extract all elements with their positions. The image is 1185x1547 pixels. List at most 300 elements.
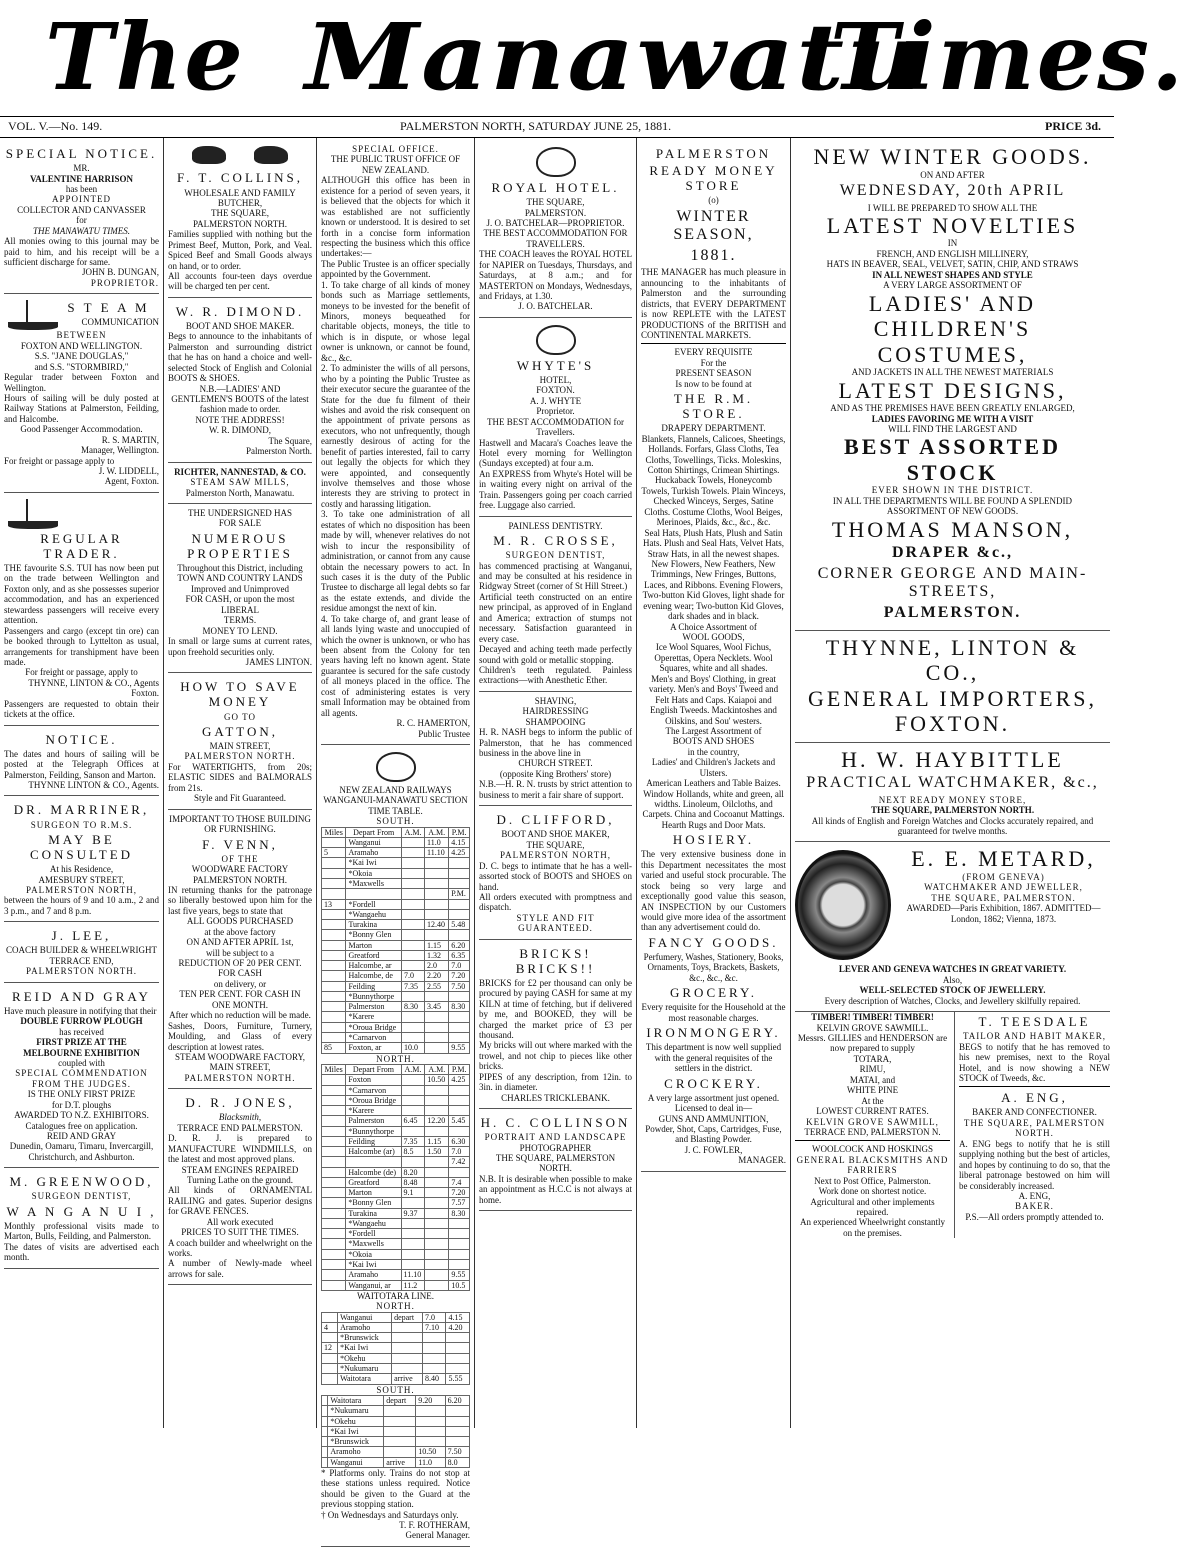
- timetable-cell: 12.40: [425, 920, 449, 930]
- ad-text: A coach builder and wheelwright on the works.: [168, 1237, 312, 1259]
- timetable-cell: *Bunnythorpe: [346, 1126, 401, 1136]
- timetable-cell: Palmerston: [346, 1002, 402, 1012]
- timetable-cell: [392, 1343, 423, 1353]
- timetable-cell: [322, 1208, 346, 1218]
- timetable-cell: *Bunnythorpe: [346, 991, 402, 1001]
- timetable-cell: [322, 1095, 346, 1105]
- timetable-row: [322, 909, 470, 919]
- timetable-cell: [449, 858, 470, 868]
- ad-text: All work executed: [206, 1216, 274, 1227]
- timetable-cell: [392, 1353, 423, 1363]
- ad-text: NORTH.: [376, 1301, 415, 1312]
- ad-heading: J. LEE,: [51, 928, 112, 944]
- ad-text: THYNNE, LINTON & CO., Agents Foxton.: [28, 677, 159, 699]
- timetable-row: [322, 950, 470, 960]
- ad-jones: [168, 1089, 312, 1285]
- timetable-row: [322, 1177, 470, 1187]
- timetable-cell: 8.5: [401, 1147, 425, 1157]
- ad-text: REID AND GRAY: [46, 1131, 117, 1142]
- ad-text: RIMU,: [859, 1064, 886, 1075]
- ad-royal-hotel: [479, 140, 632, 318]
- ad-text: After which no reduction will be made.: [169, 1010, 311, 1021]
- timetable-cell: 2.55: [425, 981, 449, 991]
- ad-text: LADIES FAVORING ME WITH A VISIT: [871, 413, 1034, 424]
- ad-text: A. ENG begs to notify that he is still supplying nothing but the best of articles, and hopes by continuing to do so, that the liberal patronage bestowed on him will be considerably increased.: [959, 1138, 1110, 1191]
- ad-crosse: [479, 517, 632, 692]
- timetable-cell: [402, 1033, 425, 1043]
- ad-text: FRENCH, AND ENGLISH MILLINERY,: [876, 248, 1029, 259]
- timetable-row: [322, 899, 470, 909]
- timetable-cell: [401, 1260, 425, 1270]
- timetable-cell: [401, 1075, 425, 1085]
- ad-text: An experienced Wheelwright constantly on the premises.: [799, 1217, 946, 1238]
- timetable-cell: P.M.: [449, 889, 470, 899]
- ad-text: The very extensive business done in this Department necessitates the most varied and useful stock procurable. The stock being so very large and exceptionally good value this season, AN INSPECTION by our Customers would give more idea of the assortment than any advertisement could do.: [641, 849, 786, 933]
- ad-text: MANAGER.: [738, 1155, 786, 1166]
- timetable-cell: 11.10: [401, 1270, 425, 1280]
- timetable-cell: *Carnarvon: [346, 1033, 402, 1043]
- timetable-cell: 4: [322, 1322, 338, 1332]
- ad-text: AND AS THE PREMISES HAVE BEEN GREATLY ENLARGED,: [830, 403, 1075, 414]
- timetable-cell: 8.30: [402, 1002, 425, 1012]
- timetable-cell: [449, 1229, 470, 1239]
- timetable-row: [322, 1033, 470, 1043]
- timetable-cell: 11.0: [425, 837, 449, 847]
- timetable-cell: Aramaho: [346, 848, 402, 858]
- timetable-cell: Turakina: [346, 1208, 401, 1218]
- ad-text: IN: [947, 238, 958, 249]
- timetable-cell: Wanganui: [328, 1457, 384, 1467]
- ad-text: THE BEST ACCOMMODATION for Travellers.: [486, 416, 625, 438]
- timetable-cell: [425, 899, 449, 909]
- ad-text: Palmerston North.: [246, 446, 312, 457]
- royal-crest-icon: [376, 752, 416, 782]
- ad-text: Passengers and cargo (except tin ore) can be booked through to Lyttelton as usual, arrangements for transhipment have been made.: [4, 625, 159, 667]
- ad-text: GUNS AND AMMUNITION,: [658, 1113, 769, 1124]
- timetable-cell: [425, 879, 449, 889]
- timetable-cell: 7.20: [449, 971, 470, 981]
- ad-text: APPOINTED: [51, 194, 111, 205]
- timetable-row: [322, 1218, 470, 1228]
- timetable-cell: *Nukumaru: [328, 1406, 384, 1416]
- timetable-cell: arrive: [384, 1457, 416, 1467]
- ad-text: STEAM ENGINES REPAIRED: [181, 1164, 299, 1175]
- place-date: PALMERSTON NORTH, SATURDAY JUNE 25, 1881.: [400, 119, 672, 133]
- timetable-row: [322, 1167, 470, 1177]
- masthead-manawatu: Manawatu: [305, 3, 924, 111]
- ad-text: W. R. DIMOND,: [209, 425, 271, 436]
- timetable-cell: [425, 1157, 449, 1167]
- timetable-cell: [322, 1167, 346, 1177]
- timetable-cell: [401, 1085, 425, 1095]
- ad-text: has received: [59, 1026, 104, 1037]
- ad-text: Style and Fit Guaranteed.: [194, 793, 286, 804]
- timetable-cell: 7.20: [449, 1188, 470, 1198]
- timetable-cell: 1.50: [425, 1147, 449, 1157]
- ad-text: MAIN STREET,: [209, 1062, 271, 1073]
- ad-text: PAINLESS DENTISTRY.: [508, 520, 603, 531]
- ad-text: FOXTON AND WELLINGTON.: [20, 340, 143, 351]
- timetable-cell: [402, 950, 425, 960]
- timetable-cell: 6.20: [449, 940, 470, 950]
- timetable-cell: 4.25: [449, 848, 470, 858]
- timetable-cell: [425, 1188, 449, 1198]
- timetable-cell: [402, 837, 425, 847]
- timetable-row: [322, 1157, 470, 1167]
- ad-text: J. C. FOWLER,: [684, 1144, 743, 1155]
- timetable-cell: 9.20: [416, 1395, 445, 1405]
- timetable-cell: *Kai Iwi: [338, 1343, 392, 1353]
- timetable-cell: Marton: [346, 1188, 401, 1198]
- timetable-cell: [425, 1249, 449, 1259]
- timetable-cell: [445, 1437, 469, 1447]
- ad-text: THE SQUARE,: [526, 197, 585, 208]
- ad-text: For freight or passage, apply to: [25, 667, 138, 678]
- timetable-cell: [425, 1218, 449, 1228]
- timetable-cell: [449, 1167, 470, 1177]
- timetable-cell: [446, 1343, 470, 1353]
- ad-thynne-linton: [795, 631, 1110, 743]
- timetable-cell: depart: [384, 1395, 416, 1405]
- timetable-row: [322, 1229, 470, 1239]
- ad-text: LOWEST CURRENT RATES.: [816, 1106, 929, 1117]
- ad-text: Have much pleasure in notifying that their: [4, 1005, 157, 1016]
- ad-metard: [795, 842, 1110, 1012]
- ad-text: P.S.—All orders promptly attended to.: [965, 1211, 1104, 1222]
- dateline: [0, 116, 1114, 138]
- ad-text: Artificial teeth constructed on an entire new principal, as approved of in England and America; extraction of stumps not necessary. Satisfaction guaranteed in every case.: [479, 591, 632, 644]
- ad-text: IN ALL THE DEPARTMENTS WILL BE FOUND A SPLENDID: [832, 495, 1073, 506]
- ad-text: WATCHMAKER AND JEWELLER,: [924, 882, 1083, 893]
- ad-text: THE SQUARE, PALMERSTON: [495, 1153, 616, 1164]
- ad-haybittle: [795, 743, 1110, 843]
- timetable-north: [321, 1064, 470, 1291]
- timetable-cell: [322, 1012, 346, 1022]
- ad-text: TAILOR AND HABIT MAKER,: [962, 1031, 1107, 1042]
- timetable-row: [322, 1085, 470, 1095]
- ad-text: coupled with: [58, 1057, 105, 1068]
- ad-text: and S.S. "STORMBIRD,": [34, 361, 129, 372]
- ad-text: PALMERSTON NORTH.: [26, 966, 137, 977]
- timetable-cell: 7.57: [449, 1198, 470, 1208]
- timetable-row: [322, 961, 470, 971]
- ad-text: BRICKS for £2 per thousand can only be procured by paying CASH for same at my KILN at time of fetching, but if delivered by me, and BOOKED, they will be charged the market price of £3 per thousand.: [479, 977, 632, 1041]
- ad-text: COMMUNICATION: [81, 317, 159, 328]
- ad-text: 4. To take charge of, and grant lease of all lands lying waste and unoccupied of which the owner is unknown, or who has been absent from the Colony for ten years having left no known agent. State guarantee is secured for the safe custody of all moneys placed in the office. The cost of administering estates is very small Information may be obtained from all agents.: [321, 613, 470, 718]
- ad-heading: GROCERY.: [670, 985, 757, 1001]
- ad-text: At the: [861, 1095, 884, 1106]
- timetable-row: [322, 1126, 470, 1136]
- timetable-cell: [425, 1177, 449, 1187]
- timetable-cell: [445, 1426, 469, 1436]
- timetable-cell: *Maxwells: [346, 1239, 401, 1249]
- timetable-cell: [446, 1333, 470, 1343]
- timetable-cell: [322, 1157, 346, 1167]
- ad-heading: E. E. METARD,: [911, 846, 1096, 872]
- ad-text: TOTARA,: [853, 1053, 892, 1064]
- ad-text: Improved and Unimproved: [191, 583, 289, 594]
- timetable-row: [322, 920, 470, 930]
- timetable-cell: *Okehu: [328, 1416, 384, 1426]
- ad-text: WHOLESALE AND FAMILY BUTCHER,: [184, 187, 296, 208]
- ad-text: FOR CASH: [218, 968, 262, 979]
- ad-heading: HOW TO SAVE MONEY: [180, 679, 300, 710]
- ad-text: AND JACKETS IN ALL THE NEWEST MATERIALS: [851, 367, 1054, 378]
- timetable-row: [322, 837, 470, 847]
- timetable-cell: Halcombe, de: [346, 971, 402, 981]
- ad-regular-trader: [4, 493, 159, 726]
- timetable-cell: [322, 1177, 346, 1187]
- ad-heading: DRAPER &c.,: [891, 544, 1014, 562]
- timetable-cell: 7.4: [449, 1177, 470, 1187]
- ad-heading: TIMBER! TIMBER! TIMBER!: [811, 1012, 934, 1023]
- ad-text: Licensed to deal in—: [674, 1103, 753, 1114]
- timetable-cell: [449, 899, 470, 909]
- timetable-cell: 9.55: [449, 1043, 470, 1053]
- ad-text: EVERY REQUISITE: [674, 347, 753, 358]
- timetable-cell: [322, 1085, 346, 1095]
- ad-text: N.B. It is desirable when possible to make an appointment as H.C.C is not always at home.: [479, 1173, 632, 1205]
- ad-special-notice: [4, 140, 159, 294]
- ad-text: WAITOTARA LINE.: [356, 1290, 435, 1301]
- timetable-cell: [322, 868, 346, 878]
- ad-text: TERRACE END,: [49, 955, 114, 966]
- timetable-row: [322, 1457, 470, 1467]
- ad-text: COACH BUILDER & WHEELWRIGHT: [6, 945, 157, 956]
- timetable-header-cell: A.M.: [425, 827, 449, 837]
- timetable-cell: Aramoho: [338, 1322, 392, 1332]
- volume-number: VOL. V.—No. 149.: [8, 119, 103, 133]
- ad-text: Messrs. GILLIES and HENDERSON are now prepared to supply: [797, 1033, 948, 1054]
- ad-heading: SPECIAL NOTICE.: [5, 146, 158, 161]
- timetable-cell: [425, 1229, 449, 1239]
- timetable-cell: [449, 1085, 470, 1095]
- timetable-cell: 8.0: [445, 1457, 469, 1467]
- timetable-cell: [401, 1106, 425, 1116]
- ad-collinson: [479, 1109, 632, 1211]
- timetable-header-cell: A.M.: [425, 1064, 449, 1074]
- timetable-cell: Wanganui: [346, 837, 402, 847]
- timetable-cell: *Bonny Glen: [346, 930, 402, 940]
- ship-icon: [8, 300, 58, 330]
- ad-text: IN returning thanks for the patronage so liberally bestowed upon him for the last five years, begs to state that: [168, 884, 312, 916]
- timetable-cell: *Kai Iwi: [346, 858, 402, 868]
- ad-text: All kinds of English and Foreign Watches and Clocks accurately repaired, and guaranteed for twelve months.: [811, 815, 1094, 836]
- timetable-cell: *Nukumaru: [338, 1364, 392, 1374]
- timetable-cell: [449, 909, 470, 919]
- ad-text: TIME TABLE.: [368, 805, 423, 816]
- timetable-cell: [322, 991, 346, 1001]
- royal-crest-icon: [536, 147, 576, 177]
- timetable-cell: [402, 899, 425, 909]
- ad-text: NORTH.: [539, 1163, 572, 1174]
- ad-heading: D. CLIFFORD,: [496, 812, 615, 828]
- ad-text: KELVIN GROVE SAWMILL.: [816, 1022, 929, 1033]
- timetable-cell: [322, 1229, 346, 1239]
- ad-text: For freight or passage apply to: [4, 455, 115, 466]
- timetable-cell: Waitotara: [328, 1395, 384, 1405]
- timetable-cell: [416, 1437, 445, 1447]
- ad-text: My bricks will out where marked with the trowel, and not chip to pieces like other bricks.: [479, 1040, 632, 1072]
- ad-heading: S T E A M: [67, 300, 150, 316]
- ad-heading: NEW WINTER GOODS.: [813, 144, 1092, 169]
- ad-text: (opposite King Brothers' store): [499, 768, 612, 779]
- timetable-cell: *Kai Iwi: [346, 1260, 401, 1270]
- timetable-cell: 5: [322, 848, 346, 858]
- ad-text: for D.T. ploughs: [51, 1099, 112, 1110]
- ad-text: SHAVING,: [534, 695, 577, 706]
- timetable-cell: [425, 858, 449, 868]
- ad-text: PALMERSTON NORTH,: [500, 850, 611, 861]
- ad-text: NOTE THE ADDRESS!: [195, 414, 285, 425]
- timetable-cell: *Karere: [346, 1106, 401, 1116]
- ad-text: at the above factory: [204, 926, 276, 937]
- ad-properties: [168, 504, 312, 673]
- timetable-row: [322, 1395, 470, 1405]
- ad-text: General Manager.: [405, 1530, 470, 1541]
- ad-text: All kinds of ORNAMENTAL RAILING and gates. Superior designs for GRAVE FENCES.: [168, 1185, 312, 1217]
- ad-text: TERMS.: [223, 615, 257, 626]
- timetable-cell: [346, 1157, 401, 1167]
- timetable-row: [322, 1270, 470, 1280]
- ad-text: TEN PER CENT. FOR CASH IN: [179, 989, 301, 1000]
- timetable-cell: [425, 1043, 449, 1053]
- timetable-cell: 6.35: [449, 950, 470, 960]
- timetable-row: [322, 1136, 470, 1146]
- timetable-cell: Halcombe (ar): [346, 1147, 401, 1157]
- timetable-cell: Foxton: [346, 1075, 401, 1085]
- timetable-cell: [402, 940, 425, 950]
- timetable-cell: [322, 1033, 346, 1043]
- ad-heading: GENERAL IMPORTERS,: [808, 685, 1097, 711]
- timetable-cell: 7.0: [449, 961, 470, 971]
- ad-heading: LATEST NOVELTIES: [826, 212, 1079, 238]
- ad-heading: ROYAL HOTEL.: [491, 180, 620, 195]
- ad-text: PROPRIETOR.: [90, 277, 159, 288]
- timetable-cell: [322, 1075, 346, 1085]
- ad-text: will be subject to a: [206, 947, 274, 958]
- timetable-header-cell: Miles: [322, 827, 346, 837]
- ad-heading: T. TEESDALE: [978, 1014, 1091, 1030]
- ad-heading: REID AND GRAY: [12, 988, 151, 1004]
- ad-text: OF THE: [221, 853, 259, 864]
- timetable-cell: 7.0: [402, 971, 425, 981]
- ad-heading: H. W. HAYBITTLE: [841, 746, 1064, 772]
- ad-text: A. J. WHYTE: [529, 395, 582, 406]
- timetable-cell: [322, 1374, 338, 1384]
- ad-text: WOOL GOODS,: [682, 632, 745, 643]
- ad-heading: BEST ASSORTED STOCK: [844, 434, 1061, 485]
- timetable-cell: [322, 837, 346, 847]
- ad-text: Passengers are requested to obtain their tickets at the office.: [4, 698, 159, 720]
- timetable-cell: arrive: [392, 1374, 423, 1384]
- timetable-cell: [392, 1364, 423, 1374]
- timetable-row: [322, 1147, 470, 1157]
- timetable-cell: [449, 1239, 470, 1249]
- ad-text: All accounts four-teen days overdue will be charged ten per cent.: [168, 271, 312, 292]
- timetable-cell: Aramoho: [328, 1447, 384, 1457]
- ad-heading: FANCY GOODS.: [648, 934, 779, 950]
- ad-text: SPECIAL OFFICE.: [352, 144, 439, 154]
- timetable-cell: [322, 1198, 346, 1208]
- timetable-cell: Foxton, ar: [346, 1043, 402, 1053]
- timetable-cell: 7.35: [401, 1136, 425, 1146]
- ad-heading: M. GREENWOOD,: [9, 1174, 154, 1190]
- ad-text: ON AND AFTER: [920, 169, 985, 180]
- ad-text: BETWEEN: [56, 330, 107, 341]
- ad-text: For the: [700, 357, 727, 368]
- timetable-header-cell: P.M.: [449, 1064, 470, 1074]
- ad-manson: [795, 140, 1110, 631]
- ad-text: (FROM GENEVA): [962, 871, 1045, 882]
- timetable-cell: [425, 991, 449, 1001]
- timetable-cell: [402, 889, 425, 899]
- timetable-cell: 8.40: [422, 1374, 445, 1384]
- timetable-cell: [449, 1012, 470, 1022]
- ad-text: PALMERSTON NORTH.: [184, 1072, 296, 1083]
- timetable-header-cell: Miles: [322, 1064, 346, 1074]
- ad-text: All monies owing to this journal may be paid to him, and his receipt will be a sufficient discharge for same.: [4, 236, 159, 268]
- timetable-cell: 7.50: [449, 981, 470, 991]
- timetable-cell: Aramaho: [346, 1270, 401, 1280]
- ad-text: SOUTH.: [376, 816, 415, 827]
- ad-kelvin-grove: [795, 1012, 955, 1238]
- timetable-cell: [322, 1002, 346, 1012]
- timetable-row: [322, 868, 470, 878]
- ad-text: TERRACE END PALMERSTON.: [177, 1122, 303, 1133]
- timetable-cell: [446, 1353, 470, 1363]
- ad-text: Proprietor.: [536, 406, 575, 417]
- timetable-cell: [384, 1416, 416, 1426]
- timetable-cell: 1.32: [425, 950, 449, 960]
- ad-text: COLLECTOR AND CANVASSER: [17, 204, 146, 215]
- timetable-cell: *Oroua Bridge: [346, 1095, 401, 1105]
- timetable-row: [322, 889, 470, 899]
- ad-text: IMPORTANT TO THOSE BUILDING OR FURNISHING.: [169, 813, 311, 835]
- timetable-row: [322, 971, 470, 981]
- ad-heading: DR. MARRINER,: [13, 802, 150, 818]
- ad-richter: [168, 463, 312, 504]
- ad-text: WHITE PINE: [846, 1085, 899, 1096]
- ad-text: Perfumery, Washes, Stationery, Books, Ornaments, Toys, Brackets, Baskets, &c., &c., &c.: [643, 952, 784, 983]
- timetable-row: [322, 1012, 470, 1022]
- ad-heading: PALMERSTON.: [883, 603, 1022, 621]
- ad-text: THE SQUARE,: [211, 208, 269, 219]
- timetable-cell: [416, 1426, 445, 1436]
- ad-text: AMESBURY STREET,: [38, 874, 125, 885]
- ad-heading: PALMERSTON: [655, 146, 772, 161]
- ad-text: MAIN STREET,: [209, 741, 271, 752]
- ad-text: Hours of sailing will be duly posted at Railway Stations at Palmerston, Feilding, and Halcombe.: [4, 392, 159, 424]
- timetable-row: [322, 879, 470, 889]
- ad-text: LEVER AND GENEVA WATCHES IN GREAT VARIETY.: [838, 964, 1067, 975]
- timetable-row: [322, 1188, 470, 1198]
- timetable-cell: [416, 1416, 445, 1426]
- ad-text: Throughout this District, including: [177, 563, 303, 573]
- ad-marriner: [4, 796, 159, 922]
- timetable-cell: 5.55: [446, 1374, 470, 1384]
- timetable-row: [322, 1249, 470, 1259]
- timetable-cell: [322, 1353, 338, 1363]
- timetable-cell: [401, 1239, 425, 1249]
- ad-text: STEAM SAW MILLS,: [190, 477, 290, 488]
- timetable-cell: 9.55: [449, 1270, 470, 1280]
- timetable-row: [322, 1208, 470, 1218]
- timetable-cell: [425, 1270, 449, 1280]
- timetable-cell: [422, 1364, 445, 1374]
- ad-text: DOUBLE FURROW PLOUGH: [20, 1016, 143, 1027]
- timetable-row: [322, 1322, 470, 1332]
